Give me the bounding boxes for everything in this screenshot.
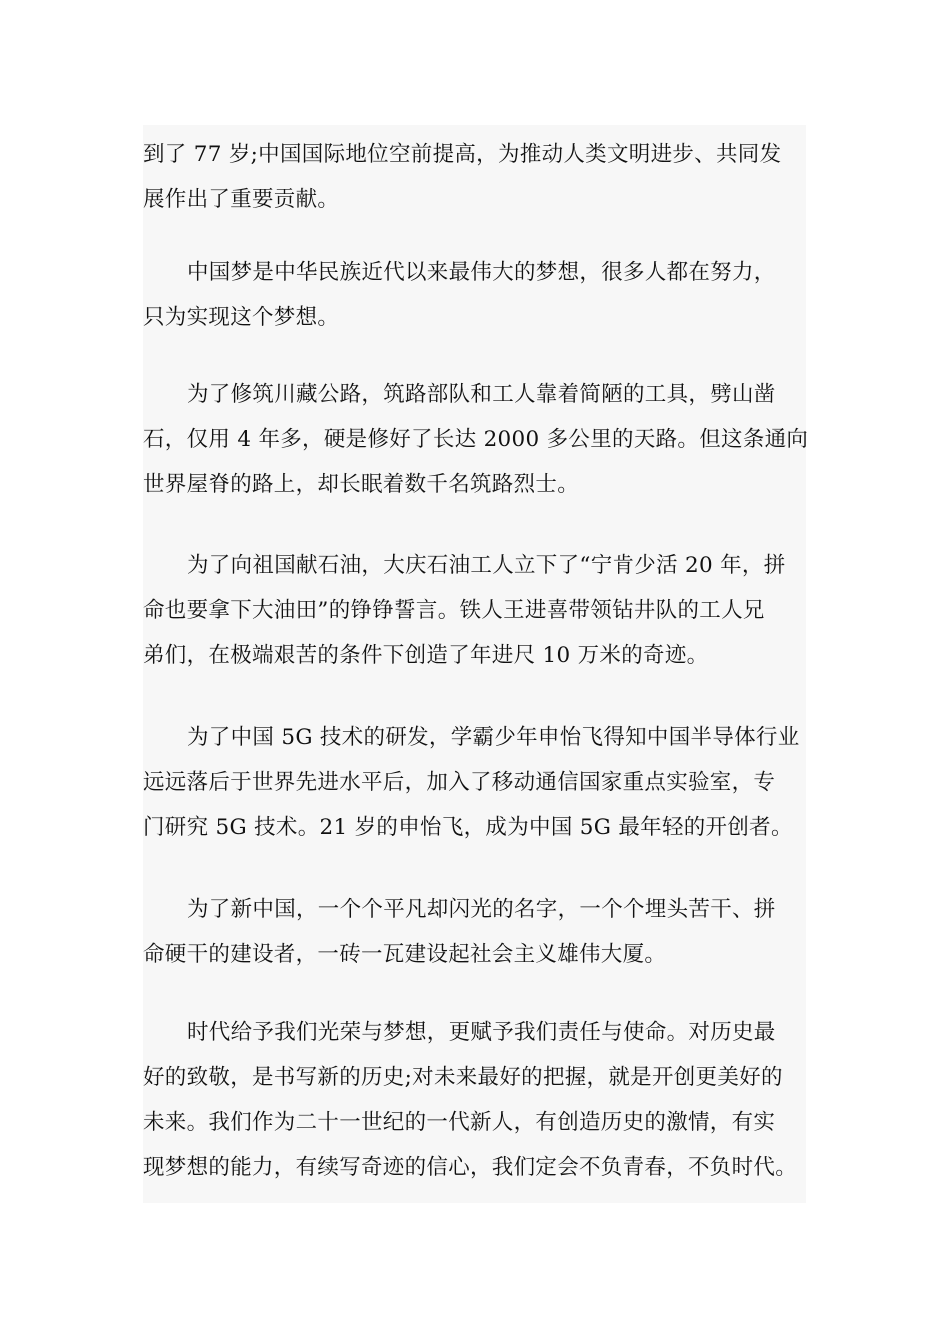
text-line: 只为实现这个梦想。	[143, 305, 340, 330]
text-line: 命硬干的建设者，一砖一瓦建设起社会主义雄伟大厦。	[143, 942, 667, 967]
text-block	[143, 125, 809, 1203]
text-line: 世界屋脊的路上，却长眠着数千名筑路烈士。	[143, 472, 580, 497]
text-line: 门研究 5G 技术。21 岁的申怡飞，成为中国 5G 最年轻的开创者。	[143, 815, 793, 840]
text-line: 为了向祖国献石油，大庆石油工人立下了“宁肯少活 20 年，拼	[187, 553, 786, 578]
text-line: 未来。我们作为二十一世纪的一代新人，有创造历史的激情，有实	[143, 1110, 776, 1135]
text-line: 展作出了重要贡献。	[143, 187, 340, 212]
text-line: 中国梦是中华民族近代以来最伟大的梦想，很多人都在努力，	[187, 260, 776, 285]
text-line: 远远落后于世界先进水平后，加入了移动通信国家重点实验室，专	[143, 770, 776, 795]
text-line: 为了中国 5G 技术的研发，学霸少年申怡飞得知中国半导体行业	[187, 725, 800, 750]
text-line: 弟们，在极端艰苦的条件下创造了年进尺 10 万米的奇迹。	[143, 643, 709, 668]
paragraph-5	[143, 715, 815, 850]
text-line: 到了 77 岁;中国国际地位空前提高，为推动人类文明进步、共同发	[143, 142, 782, 167]
text-line: 现梦想的能力，有续写奇迹的信心，我们定会不负青春，不负时代。	[143, 1155, 798, 1180]
paragraph-1	[143, 132, 815, 222]
text-line: 为了新中国，一个个平凡却闪光的名字，一个个埋头苦干、拼	[187, 897, 776, 922]
paragraph-4	[143, 543, 815, 678]
paragraph-6	[143, 887, 815, 977]
paragraph-2	[143, 250, 815, 340]
text-line: 命也要拿下大油田”的铮铮誓言。铁人王进喜带领钻井队的工人兄	[143, 598, 765, 623]
text-line: 好的致敬，是书写新的历史;对未来最好的把握，就是开创更美好的	[143, 1065, 783, 1090]
paragraph-3	[143, 372, 815, 507]
text-line: 为了修筑川藏公路，筑路部队和工人靠着简陋的工具，劈山凿	[187, 382, 776, 407]
text-line: 石，仅用 4 年多，硬是修好了长达 2000 多公里的天路。但这条通向	[143, 427, 809, 452]
paragraph-7	[143, 1010, 815, 1190]
text-line: 时代给予我们光荣与梦想，更赋予我们责任与使命。对历史最	[187, 1020, 776, 1045]
